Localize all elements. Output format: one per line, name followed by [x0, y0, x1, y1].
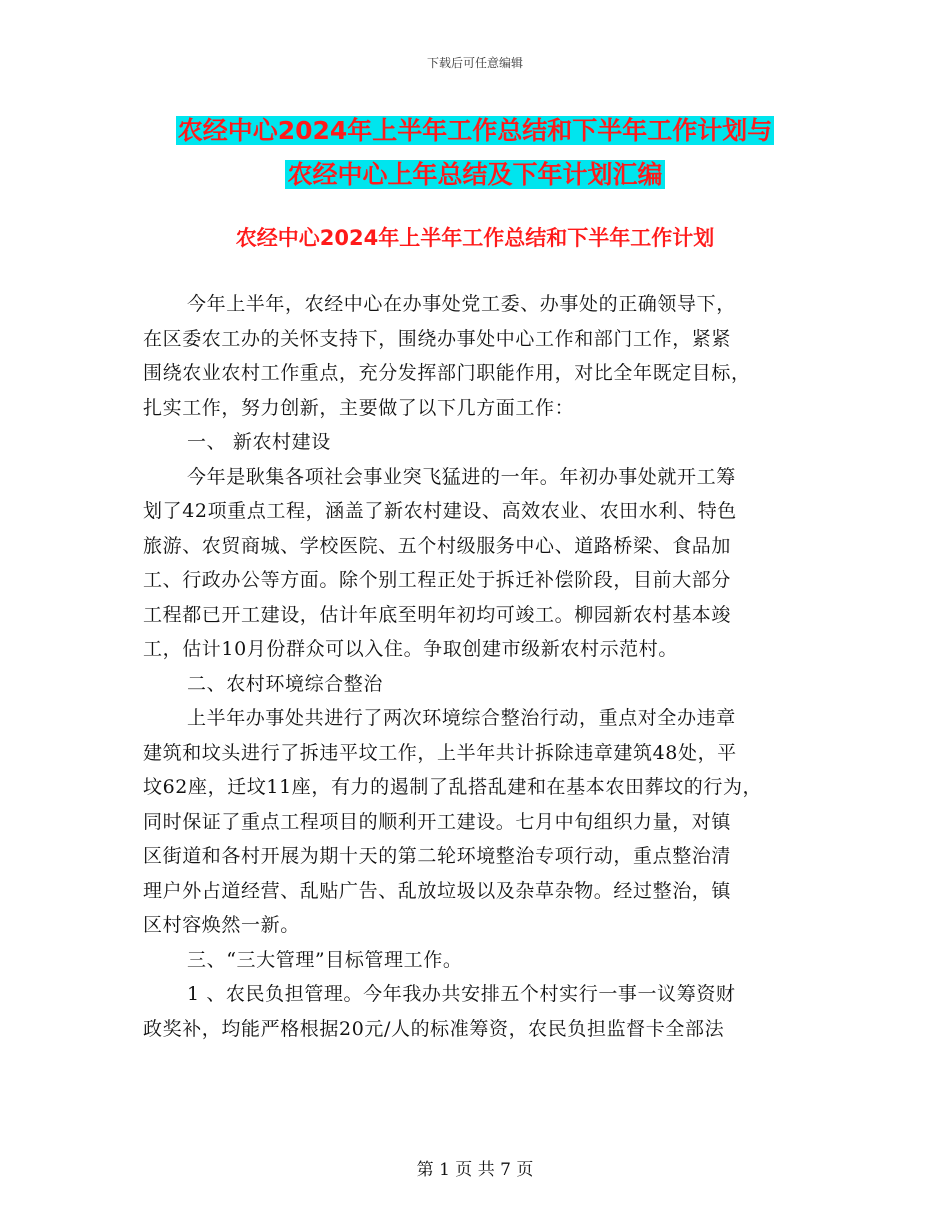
- paragraph-line: 今年上半年，农经中心在办事处党工委、办事处的正确领导下，: [187, 293, 736, 315]
- document-title-line-2-text: 农经中心上年总结及下年计划汇编: [287, 160, 663, 189]
- paragraph-line: 政奖补，均能严格根据20元/人的标准筹资，农民负担监督卡全部法: [143, 1017, 725, 1040]
- header-note: 下载后可任意编辑: [426, 56, 523, 70]
- paragraph-line: 扎实工作，努力创新，主要做了以下几方面工作：: [143, 396, 575, 419]
- paragraph-line: 理户外占道经营、乱贴广告、乱放垃圾以及杂草杂物。经过整治，镇: [143, 879, 732, 902]
- paragraph-line: 区村容焕然一新。: [143, 914, 300, 936]
- document-title-line-1-text: 农经中心2024年上半年工作总结和下半年工作计划与: [177, 116, 773, 145]
- paragraph-line: 工，估计10月份群众可以入住。争取创建市级新农村示范村。: [143, 638, 678, 660]
- heading-line: 二、农村环境综合整治: [187, 672, 384, 695]
- paragraph-line: 上半年办事处共进行了两次环境综合整治行动，重点对全办违章: [187, 707, 736, 729]
- section-title: 农经中心2024年上半年工作总结和下半年工作计划: [235, 226, 715, 250]
- paragraph-line: 建筑和坟头进行了拆违平坟工作，上半年共计拆除违章建筑48处，平: [143, 741, 737, 764]
- body-text: [143, 287, 833, 1046]
- page-footer: 第 1 页 共 7 页: [416, 1160, 534, 1180]
- paragraph-line: 1 、农民负担管理。今年我办共安排五个村实行一事一议筹资财: [187, 983, 736, 1005]
- paragraph-line: 工程都已开工建设，估计年底至明年初均可竣工。柳园新农村基本竣: [143, 603, 732, 626]
- paragraph-line: 划了42项重点工程，涵盖了新农村建设、高效农业、农田水利、特色: [143, 500, 737, 522]
- paragraph-line: 区街道和各村开展为期十天的第二轮环境整治专项行动，重点整治清: [143, 845, 732, 867]
- paragraph-line: 在区委农工办的关怀支持下，围绕办事处中心工作和部门工作，紧紧: [143, 327, 732, 350]
- paragraph-line: 围绕农业农村工作重点，充分发挥部门职能作用，对比全年既定目标，: [143, 362, 751, 384]
- heading-line: 一、 新农村建设: [187, 431, 331, 453]
- paragraph-line: 工、行政办公等方面。除个别工程正处于拆迁补偿阶段，目前大部分: [143, 569, 732, 591]
- paragraph-line: 旅游、农贸商城、学校医院、五个村级服务中心、道路桥梁、食品加: [143, 534, 732, 557]
- paragraph-line: 今年是耿集各项社会事业突飞猛进的一年。年初办事处就开工筹: [187, 465, 736, 488]
- document-title-line-2: [0, 157, 950, 193]
- document-title-line-1: [0, 113, 950, 149]
- paragraph-line: 同时保证了重点工程项目的顺利开工建设。七月中旬组织力量，对镇: [143, 810, 732, 833]
- paragraph-line: 坟62座，迁坟11座，有力的遏制了乱搭乱建和在基本农田葬坟的行为，: [143, 776, 763, 798]
- heading-line: 三、“三大管理”目标管理工作。: [187, 948, 463, 971]
